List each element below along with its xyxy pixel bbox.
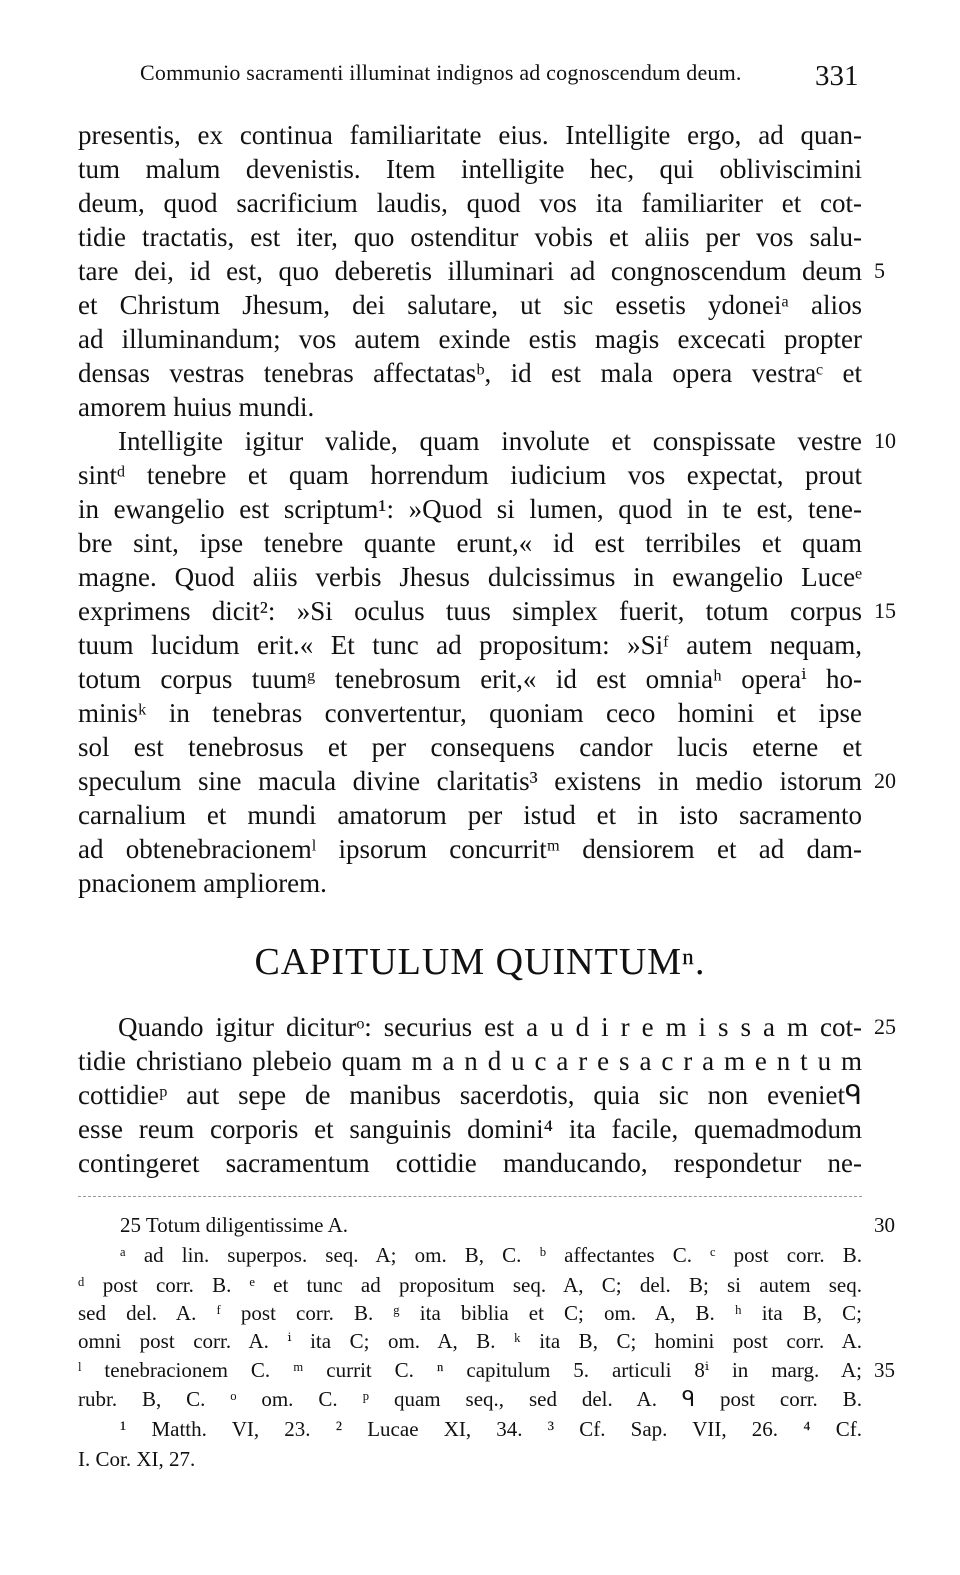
body-line: in ewangelio est scriptum¹: »Quod si lumen, quod in te est, tene- [78,494,862,524]
margin-line-number: 15 [874,598,896,623]
body-line: exprimens dicit²: »Si oculus tuus simplex fuerit, totum corpus [78,596,862,626]
body-line: tare dei, id est, quo deberetis illuminari ad congnoscendum deum [78,256,862,286]
body-line: deum, quod sacrificium laudis, quod vos ita familiariter et cot- [78,188,862,218]
body-line: totum corpus tuumᵍ tenebrosum erit,« id est omniaʰ operaⁱ ho- [78,664,862,694]
body-line: tuum lucidum erit.« Et tunc ad propositum: »Siᶠ autem nequam, [78,630,862,660]
body-line: bre sint, ipse tenebre quante erunt,« id est terribiles et quam [78,528,862,558]
footnote-line: 25 Totum diligentissime A. [120,1213,348,1237]
margin-line-number: 10 [874,428,896,453]
body-line: presentis, ex continua familiaritate eius. Intelligite ergo, ad quan- [78,120,862,150]
chapter-line: esse reum corporis et sanguinis domini⁴ ita facile, quemadmodum [78,1114,862,1144]
body-line: et Christum Jhesum, dei salutare, ut sic essetis ydoneiᵃ alios [78,290,862,320]
body-line: carnalium et mundi amatorum per istud et in isto sacramento [78,800,862,830]
footnote-line-number: 30 [874,1213,895,1237]
chapter-line: Quando igitur diciturᵒ: securius est a u d i r e m i s s a m cot- [118,1012,862,1042]
footnote-line: sed del. A. ᶠ post corr. B. ᵍ ita biblia et C; om. A, B. ʰ ita B, C; [78,1301,862,1325]
body-line: minisᵏ in tenebras convertentur, quoniam ceco homini et ipse [78,698,862,728]
body-line: densas vestras tenebras affectatasᵇ, id est mala opera vestraᶜ et [78,358,862,388]
footnote-line: ᵈ post corr. B. ᵉ et tunc ad propositum seq. A, C; del. B; si autem seq. [78,1273,862,1297]
footnote-line: ˡ tenebracionem C. ᵐ currit C. ⁿ capitulum 5. articuli 8ⁱ in marg. A; [78,1358,862,1382]
body-line: magne. Quod aliis verbis Jhesus dulcissimus in ewangelio Luceᵉ [78,562,862,592]
chapter-line: contingeret sacramentum cottidie manducando, respondetur ne- [78,1148,862,1178]
running-title: Communio sacramenti illuminat indignos ad cognoscendum deum. [140,60,742,85]
page-number: 331 [815,60,859,92]
body-line: tum malum devenistis. Item intelligite hec, qui obliviscimini [78,154,862,184]
body-line: ad illuminandum; vos autem exinde estis magis excecati propter [78,324,862,354]
chapter-line: cottidieᵖ aut sepe de manibus sacerdotis, quia sic non evenietᑫ [78,1080,862,1110]
body-line: amorem huius mundi. [78,392,315,422]
footnote-line: omni post corr. A. ⁱ ita C; om. A, B. ᵏ ita B, C; homini post corr. A. [78,1329,862,1353]
footnote-line: ᵃ ad lin. superpos. seq. A; om. B, C. ᵇ affectantes C. ᶜ post corr. B. [120,1243,862,1267]
footnote-divider [78,1196,862,1197]
footnote-line: I. Cor. XI, 27. [78,1447,196,1471]
body-line: ad obtenebracionemˡ ipsorum concurritᵐ densiorem et ad dam- [78,834,862,864]
body-line: pnacionem ampliorem. [78,868,327,898]
body-line: Intelligite igitur valide, quam involute et conspissate vestre [118,426,862,456]
body-line: sintᵈ tenebre et quam horrendum iudicium vos expectat, prout [78,460,862,490]
margin-line-number: 25 [874,1014,896,1039]
chapter-line: tidie christiano plebeio quam m a n d u c a r e s a c r a m e n t u m [78,1046,862,1076]
body-line: speculum sine macula divine claritatis³ existens in medio istorum [78,766,862,796]
margin-line-number: 5 [874,258,885,283]
footnote-line: ¹ Matth. VI, 23. ² Lucae XI, 34. ³ Cf. Sap. VII, 26. ⁴ Cf. [120,1417,862,1441]
chapter-heading: CAPITULUM QUINTUMⁿ. [254,941,706,983]
body-line: sol est tenebrosus et per consequens candor lucis eterne et [78,732,862,762]
footnote-line: rubr. B, C. ᵒ om. C. ᵖ quam seq., sed del. A. ᑫ post corr. B. [78,1387,862,1411]
margin-line-number: 20 [874,768,896,793]
footnote-line-number: 35 [874,1358,895,1382]
body-line: tidie tractatis, est iter, quo ostenditur vobis et aliis per vos salu- [78,222,862,252]
